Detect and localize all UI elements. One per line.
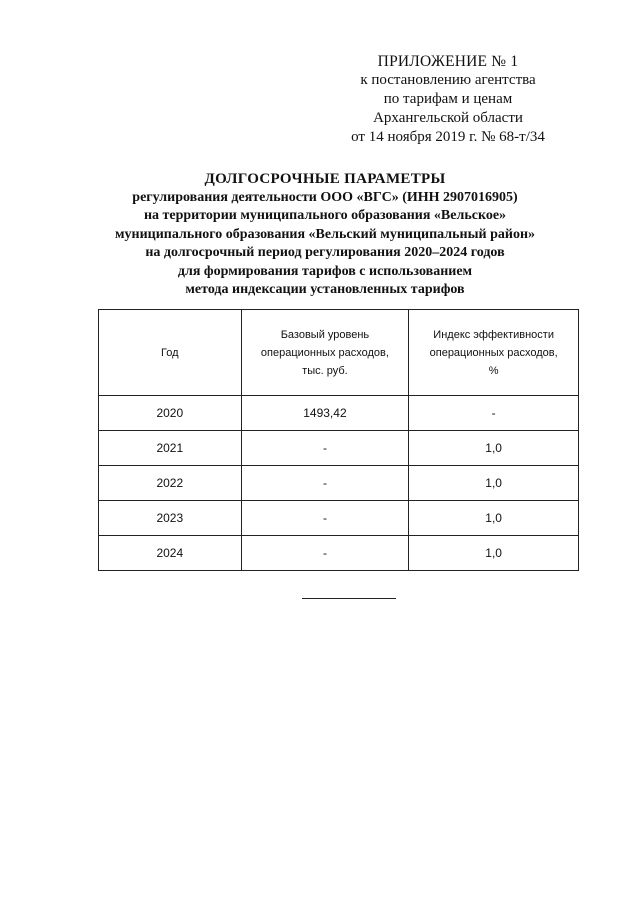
- title-line: муниципального образования «Вельский муниципальный район»: [114, 226, 536, 242]
- title-line: регулирования деятельности ООО «ВГС» (ИНН 2907016905): [132, 189, 518, 205]
- title-line: на долгосрочный период регулирования 2020–2024 годов: [145, 245, 505, 260]
- appendix-block: [338, 52, 558, 147]
- table-row: [99, 501, 579, 536]
- table-header-row: [99, 310, 579, 396]
- cell-base-level: -: [241, 431, 409, 466]
- cell-base-level: -: [241, 466, 409, 501]
- appendix-line: по тарифам и ценам: [383, 91, 513, 107]
- cell-year: 2021: [99, 431, 242, 466]
- title-line: для формирования тарифов с использованием: [177, 263, 473, 279]
- cell-year: 2020: [99, 396, 242, 431]
- title-line: метода индексации установленных тарифов: [185, 282, 465, 297]
- appendix-line: от 14 ноября 2019 г. № 68-т/34: [351, 129, 545, 145]
- cell-base-level: -: [241, 501, 409, 536]
- header-year: Год: [99, 310, 242, 396]
- table-row: [99, 431, 579, 466]
- header-efficiency-index: Индекс эффективности операционных расходов, %: [409, 310, 579, 396]
- cell-efficiency-index: 1,0: [409, 501, 579, 536]
- appendix-line: Архангельской области: [373, 110, 523, 126]
- cell-efficiency-index: 1,0: [409, 431, 579, 466]
- cell-base-level: 1493,42: [241, 396, 409, 431]
- parameters-table: [98, 309, 579, 571]
- end-divider: [302, 598, 396, 599]
- appendix-heading: ПРИЛОЖЕНИЕ № 1: [377, 53, 519, 70]
- table-row: [99, 536, 579, 571]
- document-title: [90, 170, 560, 300]
- table-row: [99, 466, 579, 501]
- title-line: на территории муниципального образования «Вельское»: [143, 208, 507, 223]
- main-title: ДОЛГОСРОЧНЫЕ ПАРАМЕТРЫ: [204, 171, 446, 187]
- appendix-line: к постановлению агентства: [360, 72, 536, 88]
- cell-year: 2023: [99, 501, 242, 536]
- cell-base-level: -: [241, 536, 409, 571]
- cell-efficiency-index: 1,0: [409, 466, 579, 501]
- cell-efficiency-index: 1,0: [409, 536, 579, 571]
- header-base-level: Базовый уровень операционных расходов, тыс. руб.: [241, 310, 409, 396]
- cell-year: 2022: [99, 466, 242, 501]
- table-row: [99, 396, 579, 431]
- cell-year: 2024: [99, 536, 242, 571]
- cell-efficiency-index: -: [409, 396, 579, 431]
